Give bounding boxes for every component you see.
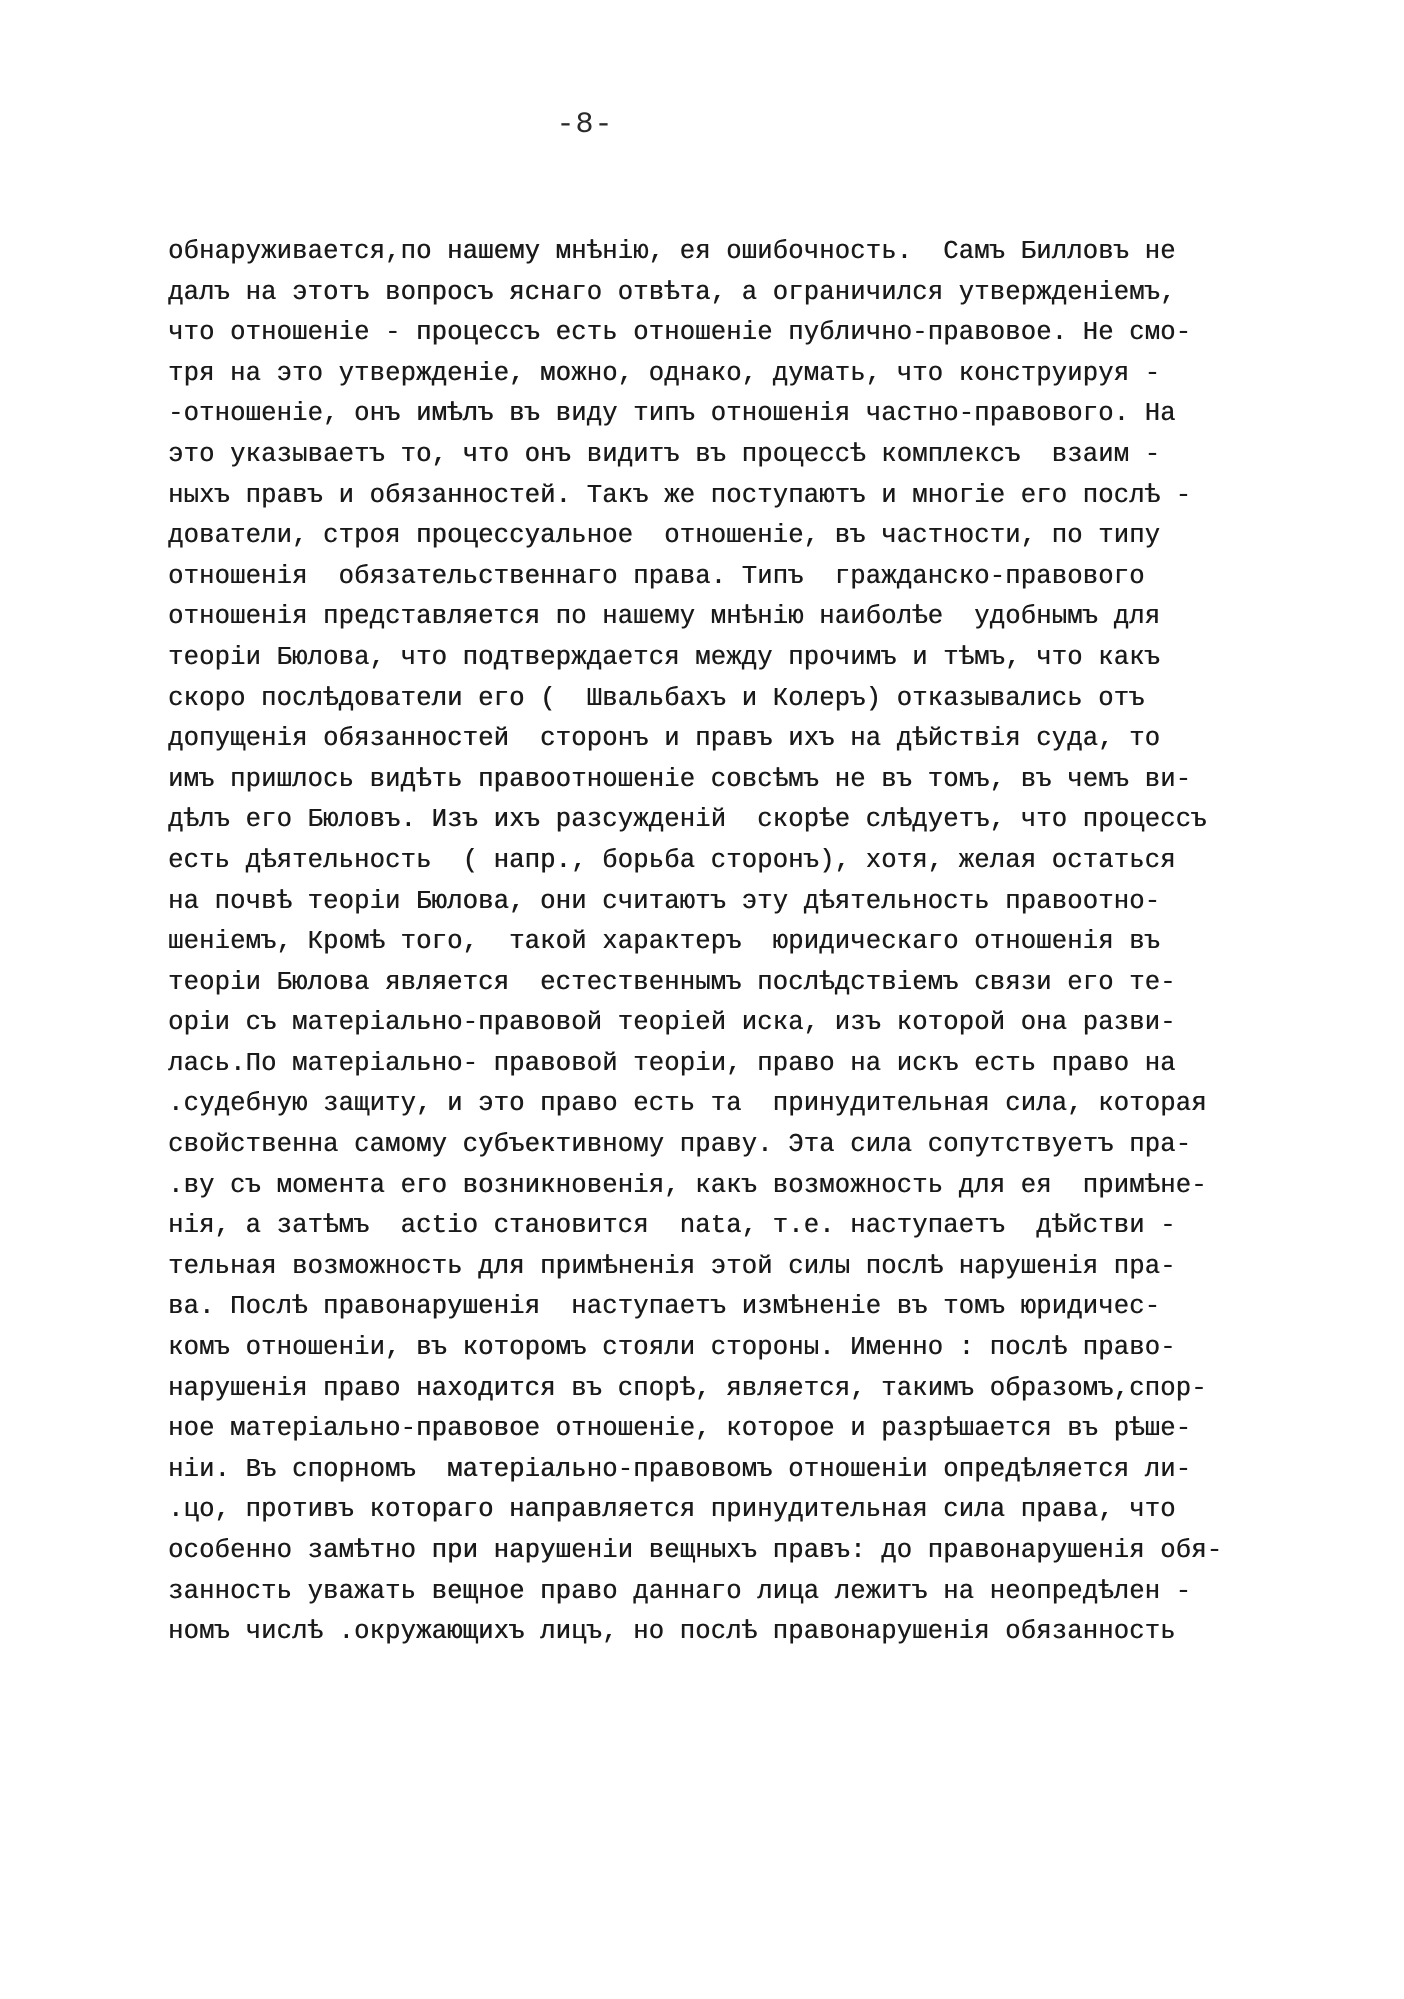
text-line: на почвѣ теоріи Бюлова, они считаютъ эту дѣятельность правоотно- bbox=[168, 886, 1161, 916]
text-line: лась.По матеріально- правовой теоріи, право на искъ есть право на bbox=[168, 1048, 1176, 1078]
page-number: -8- bbox=[556, 108, 614, 142]
text-line: далъ на этотъ вопросъ яснаго отвѣта, а ограничился утвержденіемъ, bbox=[168, 277, 1176, 307]
text-line: номъ числѣ .окружающихъ лицъ, но послѣ правонарушенія обязанность bbox=[168, 1617, 1176, 1647]
text-line: отношенія обязательственнаго права. Типъ гражданско-правового bbox=[168, 561, 1145, 591]
text-line: есть дѣятельность ( напр., борьба сторонъ), хотя, желая остаться bbox=[168, 845, 1176, 875]
text-line: теоріи Бюлова, что подтверждается между прочимъ и тѣмъ, что какъ bbox=[168, 642, 1161, 672]
text-line: это указываетъ то, что онъ видитъ въ процессѣ комплексъ взаим - bbox=[168, 439, 1161, 469]
text-line: комъ отношеніи, въ которомъ стояли стороны. Именно : послѣ право- bbox=[168, 1333, 1176, 1363]
text-line: дѣлъ его Бюловъ. Изъ ихъ разсужденій скорѣе слѣдуетъ, что процессъ bbox=[168, 805, 1207, 835]
text-line: теоріи Бюлова является естественнымъ послѣдствіемъ связи его те- bbox=[168, 967, 1176, 997]
text-line: тельная возможность для примѣненія этой силы послѣ нарушенія пра- bbox=[168, 1251, 1176, 1281]
text-line: нарушенія право находится въ спорѣ, является, такимъ образомъ,спор- bbox=[168, 1373, 1207, 1403]
text-line: оріи съ матеріально-правовой теоріей иска, изъ которой она разви- bbox=[168, 1008, 1176, 1038]
text-line: занность уважать вещное право даннаго лица лежитъ на неопредѣлен - bbox=[168, 1576, 1192, 1606]
body-text bbox=[168, 232, 1248, 1653]
text-line: .ву съ момента его возникновенія, какъ возможность для ея примѣне- bbox=[168, 1170, 1207, 1200]
text-line: ныхъ правъ и обязанностей. Такъ же поступаютъ и многіе его послѣ - bbox=[168, 480, 1192, 510]
text-line: ніи. Въ спорномъ матеріально-правовомъ отношеніи опредѣляется ли- bbox=[168, 1454, 1192, 1484]
text-line: -отношеніе, онъ имѣлъ въ виду типъ отношенія частно-правового. На bbox=[168, 399, 1176, 429]
text-line: особенно замѣтно при нарушеніи вещныхъ правъ: до правонарушенія обя- bbox=[168, 1536, 1223, 1565]
text-line: что отношеніе - процессъ есть отношеніе публично-правовое. Не смо- bbox=[168, 318, 1192, 348]
text-line: дователи, строя процессуальное отношеніе, въ частности, по типу bbox=[168, 521, 1161, 551]
text-line: .судебную защиту, и это право есть та принудительная сила, которая bbox=[168, 1089, 1207, 1119]
text-line: ное матеріально-правовое отношеніе, которое и разрѣшается въ рѣше- bbox=[168, 1414, 1192, 1444]
text-line: нія, а затѣмъ actio становится nata, т.е. наступаетъ дѣйстви - bbox=[168, 1211, 1176, 1241]
text-line: тря на это утвержденіе, можно, однако, думать, что конструируя - bbox=[168, 358, 1161, 388]
text-line: обнаруживается,по нашему мнѣнію, ея ошибочность. Самъ Билловъ не bbox=[168, 237, 1176, 266]
text-line: отношенія представляется по нашему мнѣнію наиболѣе удобнымъ для bbox=[168, 602, 1161, 632]
text-line: ва. Послѣ правонарушенія наступаетъ измѣненіе въ томъ юридичес- bbox=[168, 1292, 1161, 1322]
text-line: скоро послѣдователи его ( Швальбахъ и Колеръ) отказывались отъ bbox=[168, 683, 1145, 713]
text-line: имъ пришлось видѣть правоотношеніе совсѣмъ не въ томъ, въ чемъ ви- bbox=[168, 764, 1192, 794]
text-line: допущенія обязанностей сторонъ и правъ ихъ на дѣйствія суда, то bbox=[168, 724, 1161, 754]
text-line: шеніемъ, Кромѣ того, такой характеръ юридическаго отношенія въ bbox=[168, 927, 1161, 957]
text-line: свойственна самому субъективному праву. Эта сила сопутствуетъ пра- bbox=[168, 1130, 1192, 1160]
text-line: .цо, противъ котораго направляется принудительная сила права, что bbox=[168, 1495, 1176, 1525]
